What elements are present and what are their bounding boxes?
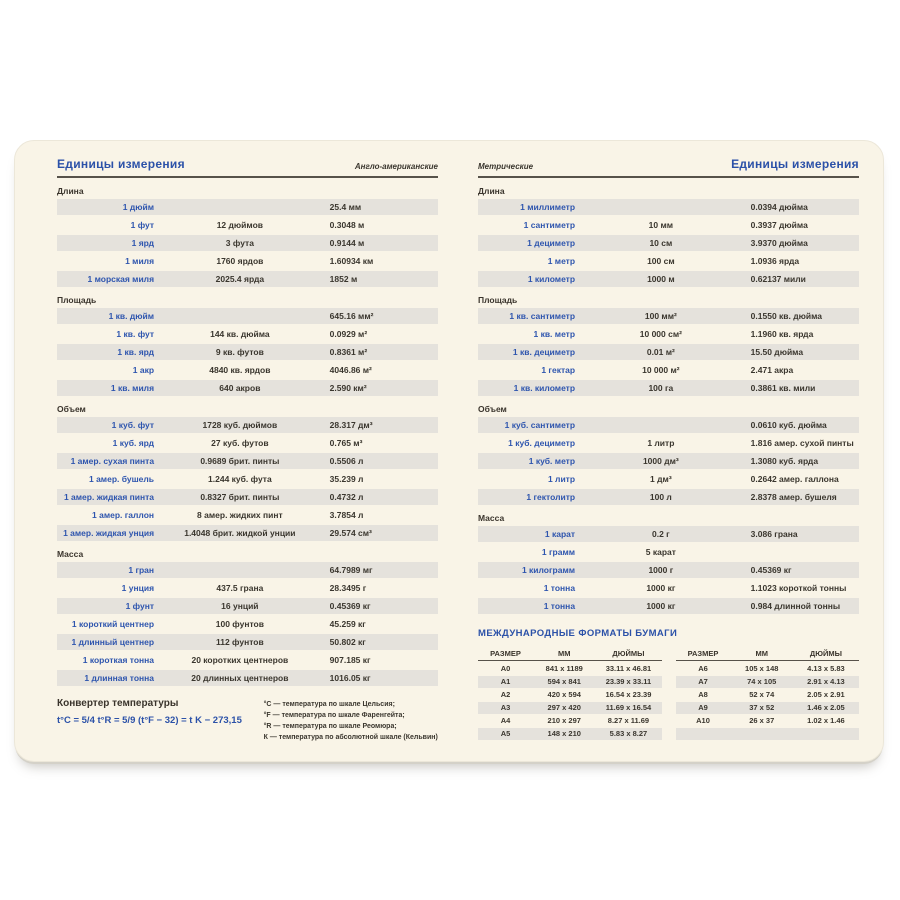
- paper-inches-cell: 8.27 x 11.69: [607, 716, 650, 726]
- equivalent-cell: 12 дюймов: [216, 220, 263, 230]
- paper-table-row: [478, 715, 662, 727]
- table-row: [57, 308, 438, 324]
- unit-cell: 1 сантиметр: [523, 220, 576, 230]
- table-row: [57, 362, 438, 378]
- unit-cell: 1 кв. ярд: [117, 347, 155, 357]
- value-cell: 0.45369 кг: [329, 601, 371, 611]
- value-cell: 1016.05 кг: [329, 673, 371, 683]
- value-cell: 0.8361 м²: [329, 347, 368, 357]
- equivalent-cell: 640 акров: [219, 383, 261, 393]
- paper-size-cell: A6: [698, 664, 708, 674]
- equivalent-cell: 2025.4 ярда: [215, 274, 265, 284]
- table-row: [478, 271, 859, 287]
- equivalent-cell: 1 дм³: [650, 474, 672, 484]
- paper-mm-cell: 148 x 210: [547, 729, 581, 739]
- value-cell: 28.3495 г: [329, 583, 367, 593]
- value-cell: 1.1023 короткой тонны: [750, 583, 847, 593]
- value-cell: 1.816 амер. сухой пинты: [750, 438, 854, 448]
- unit-cell: 1 куб. дециметр: [508, 438, 576, 448]
- table-row: [57, 580, 438, 596]
- paper-header-cell: РАЗМЕР: [490, 649, 521, 658]
- value-cell: 28.317 дм³: [329, 420, 373, 430]
- paper-table-row: [676, 676, 860, 688]
- unit-cell: 1 короткая тонна: [82, 655, 155, 665]
- section-title: Масса: [57, 549, 84, 559]
- paper-inches-cell: 2.05 x 2.91: [807, 690, 845, 700]
- table-row: [57, 326, 438, 342]
- left-page-sections: [57, 186, 438, 686]
- table-row: [57, 235, 438, 251]
- notebook-page-sheet: [14, 140, 884, 762]
- equivalent-cell: 100 л: [649, 492, 672, 502]
- unit-cell: 1 амер. жидкая пинта: [63, 492, 155, 502]
- table-row: [57, 489, 438, 505]
- equivalent-cell: 1000 кг: [646, 601, 676, 611]
- paper-inches-cell: 1.02 x 1.46: [807, 716, 845, 726]
- paper-size-cell: A9: [698, 703, 708, 713]
- section-title: Площадь: [478, 295, 518, 305]
- section-title: Длина: [478, 186, 505, 196]
- table-row: [478, 380, 859, 396]
- unit-cell: 1 кв. дюйм: [108, 311, 155, 321]
- unit-cell: 1 кв. дециметр: [512, 347, 576, 357]
- right-page-header: [478, 157, 859, 178]
- left-page: [57, 157, 438, 743]
- table-row: [478, 344, 859, 360]
- paper-size-cell: A0: [500, 664, 511, 674]
- paper-mm-cell: 37 x 52: [749, 703, 775, 713]
- paper-mm-cell: 210 x 297: [547, 716, 581, 726]
- table-row: [57, 435, 438, 451]
- value-cell: 15.50 дюйма: [750, 347, 804, 357]
- temperature-note: °F — температура по шкале Фаренгейта;: [263, 712, 405, 719]
- table-row: [57, 616, 438, 632]
- paper-mm-cell: 420 x 594: [547, 690, 581, 700]
- paper-table-row: [478, 689, 662, 701]
- temperature-converter-title: Конвертер температуры: [57, 698, 179, 709]
- value-cell: 1.60934 км: [329, 256, 374, 266]
- unit-cell: 1 кв. километр: [513, 383, 576, 393]
- equivalent-cell: 1000 дм³: [642, 456, 679, 466]
- unit-cell: 1 кв. метр: [533, 329, 576, 339]
- page-subtitle: Англо-американские: [354, 162, 438, 171]
- paper-header-cell: ДЮЙМЫ: [612, 649, 645, 658]
- paper-mm-cell: 26 x 37: [749, 716, 775, 726]
- paper-table-a0-a5: [478, 647, 662, 741]
- table-row: [478, 199, 859, 215]
- paper-mm-cell: 105 x 148: [745, 664, 779, 674]
- paper-table-header-row: [478, 647, 662, 661]
- paper-size-cell: A4: [500, 716, 511, 726]
- unit-cell: 1 куб. метр: [528, 456, 576, 466]
- value-cell: 50.802 кг: [329, 637, 366, 647]
- equivalent-cell: 8 амер. жидких пинт: [197, 510, 283, 520]
- value-cell: 45.259 кг: [329, 619, 366, 629]
- equivalent-cell: 10 см: [649, 238, 673, 248]
- equivalent-cell: 16 унций: [221, 601, 259, 611]
- paper-inches-cell: 11.69 x 16.54: [605, 703, 652, 713]
- paper-inches-cell: 23.39 x 33.11: [605, 677, 652, 687]
- equivalent-cell: 144 кв. дюйма: [210, 329, 270, 339]
- unit-cell: 1 амер. бушель: [88, 474, 155, 484]
- value-cell: 64.7989 мг: [329, 565, 373, 575]
- value-cell: 1.3080 куб. ярда: [750, 456, 819, 466]
- unit-cell: 1 амер. сухая пинта: [70, 456, 155, 466]
- value-cell: 0.3861 кв. мили: [750, 383, 816, 393]
- right-page-sections: [478, 186, 859, 614]
- value-cell: 0.3048 м: [329, 220, 365, 230]
- section-title: Масса: [478, 513, 505, 523]
- unit-cell: 1 фунт: [125, 601, 155, 611]
- paper-size-cell: A2: [500, 690, 511, 700]
- paper-table-row: [478, 663, 662, 675]
- unit-cell: 1 куб. фут: [111, 420, 155, 430]
- equivalent-cell: 0.2 г: [652, 529, 670, 539]
- unit-cell: 1 гектолитр: [526, 492, 576, 502]
- equivalent-cell: 112 фунтов: [215, 637, 264, 647]
- equivalent-cell: 1 литр: [647, 438, 675, 448]
- value-cell: 2.8378 амер. бушеля: [750, 492, 837, 502]
- paper-size-cell: A1: [500, 677, 511, 687]
- equivalent-cell: 1000 кг: [646, 583, 676, 593]
- paper-size-cell: A7: [698, 677, 708, 687]
- value-cell: 3.7854 л: [329, 510, 364, 520]
- paper-inches-cell: 5.83 x 8.27: [609, 729, 648, 739]
- unit-cell: 1 амер. жидкая унция: [63, 528, 155, 538]
- unit-cell: 1 унция: [121, 583, 155, 593]
- unit-cell: 1 акр: [132, 365, 155, 375]
- paper-mm-cell: 594 x 841: [547, 677, 581, 687]
- unit-cell: 1 грамм: [541, 547, 576, 557]
- paper-formats-tables: [478, 647, 859, 741]
- temperature-notes: [264, 698, 438, 743]
- value-cell: 1852 м: [329, 274, 358, 284]
- value-cell: 1.1960 кв. ярда: [750, 329, 814, 339]
- table-row: [57, 344, 438, 360]
- table-row: [478, 326, 859, 342]
- table-row: [57, 380, 438, 396]
- equivalent-cell: 437.5 грана: [216, 583, 264, 593]
- table-row: [478, 217, 859, 233]
- equivalent-cell: 1728 куб. дюймов: [202, 420, 278, 430]
- equivalent-cell: 0.01 м²: [646, 347, 675, 357]
- unit-cell: 1 дюйм: [122, 202, 155, 212]
- value-cell: 0.0610 куб. дюйма: [750, 420, 827, 430]
- unit-cell: 1 карат: [544, 529, 576, 539]
- unit-cell: 1 морская миля: [87, 274, 155, 284]
- paper-formats: [478, 628, 859, 741]
- unit-cell: 1 кв. сантиметр: [509, 311, 576, 321]
- unit-cell: 1 фут: [130, 220, 155, 230]
- equivalent-cell: 100 мм²: [644, 311, 677, 321]
- table-row: [57, 525, 438, 541]
- value-cell: 0.0394 дюйма: [750, 202, 808, 212]
- value-cell: 29.574 см³: [329, 528, 372, 538]
- table-row: [57, 670, 438, 686]
- page-subtitle: Метрические: [478, 162, 534, 171]
- paper-inches-cell: 1.46 x 2.05: [807, 703, 845, 713]
- equivalent-cell: 10 000 м²: [642, 365, 680, 375]
- unit-cell: 1 кв. миля: [110, 383, 155, 393]
- temperature-note: °C — температура по шкале Цельсия;: [263, 701, 395, 708]
- table-row: [57, 634, 438, 650]
- unit-cell: 1 килограмм: [521, 565, 576, 575]
- table-row: [478, 544, 859, 560]
- table-row: [57, 271, 438, 287]
- two-page-spread: [15, 141, 883, 743]
- paper-size-cell: A3: [500, 703, 511, 713]
- paper-mm-cell: 297 x 420: [547, 703, 581, 713]
- table-row: [478, 417, 859, 433]
- paper-inches-cell: 33.11 x 46.81: [605, 664, 652, 674]
- value-cell: 4046.86 м²: [329, 365, 372, 375]
- value-cell: 0.0929 м²: [329, 329, 368, 339]
- equivalent-cell: 1760 ярдов: [216, 256, 264, 266]
- unit-cell: 1 гран: [128, 565, 155, 575]
- table-row: [57, 598, 438, 614]
- table-row: [478, 435, 859, 451]
- table-row: [478, 235, 859, 251]
- equivalent-cell: 9 кв. футов: [215, 347, 264, 357]
- equivalent-cell: 0.8327 брит. пинты: [200, 492, 280, 502]
- right-page: [478, 157, 859, 743]
- paper-table-row: [478, 676, 662, 688]
- unit-cell: 1 литр: [547, 474, 576, 484]
- paper-mm-cell: 52 x 74: [749, 690, 775, 700]
- unit-cell: 1 кв. фут: [116, 329, 155, 339]
- unit-cell: 1 миллиметр: [520, 202, 576, 212]
- value-cell: 1.0936 ярда: [750, 256, 800, 266]
- page-title: Единицы измерения: [57, 157, 185, 171]
- paper-header-cell: ДЮЙМЫ: [809, 649, 842, 658]
- table-row: [478, 471, 859, 487]
- section-title: Объем: [478, 404, 507, 414]
- value-cell: 0.4732 л: [329, 492, 364, 502]
- unit-cell: 1 короткий центнер: [71, 619, 155, 629]
- table-row: [478, 526, 859, 542]
- page-title: Единицы измерения: [731, 157, 859, 171]
- paper-formats-title: МЕЖДУНАРОДНЫЕ ФОРМАТЫ БУМАГИ: [478, 628, 678, 639]
- paper-size-cell: A8: [698, 690, 708, 700]
- equivalent-cell: 20 длинных центнеров: [191, 673, 289, 683]
- table-row: [57, 253, 438, 269]
- unit-cell: 1 куб. сантиметр: [504, 420, 576, 430]
- value-cell: 3.9370 дюйма: [750, 238, 808, 248]
- table-row: [57, 471, 438, 487]
- unit-cell: 1 гектар: [541, 365, 576, 375]
- equivalent-cell: 3 фута: [225, 238, 254, 248]
- paper-table-row: [676, 689, 860, 701]
- paper-table-row: [478, 728, 662, 740]
- equivalent-cell: 10 000 см²: [639, 329, 682, 339]
- unit-cell: 1 ярд: [131, 238, 155, 248]
- value-cell: 0.45369 кг: [750, 565, 792, 575]
- table-row: [478, 562, 859, 578]
- table-row: [478, 489, 859, 505]
- unit-cell: 1 амер. галлон: [92, 510, 155, 520]
- value-cell: 3.086 грана: [750, 529, 798, 539]
- table-row: [478, 580, 859, 596]
- value-cell: 907.185 кг: [329, 655, 371, 665]
- equivalent-cell: 100 фунтов: [215, 619, 264, 629]
- paper-header-cell: ММ: [557, 649, 571, 658]
- unit-cell: 1 дециметр: [527, 238, 576, 248]
- equivalent-cell: 20 коротких центнеров: [191, 655, 289, 665]
- value-cell: 0.984 длинной тонны: [750, 601, 841, 611]
- paper-header-cell: РАЗМЕР: [687, 649, 719, 658]
- temperature-converter-left: [57, 698, 254, 743]
- equivalent-cell: 1.4048 брит. жидкой унции: [184, 528, 296, 538]
- table-row: [478, 598, 859, 614]
- table-row: [57, 507, 438, 523]
- value-cell: 0.2642 амер. галлона: [750, 474, 839, 484]
- value-cell: 2.590 км²: [329, 383, 367, 393]
- unit-cell: 1 тонна: [543, 583, 576, 593]
- table-row: [478, 453, 859, 469]
- equivalent-cell: 4840 кв. ярдов: [209, 365, 271, 375]
- table-row: [478, 253, 859, 269]
- unit-cell: 1 тонна: [543, 601, 576, 611]
- value-cell: 0.765 м³: [329, 438, 363, 448]
- value-cell: 2.471 акра: [750, 365, 794, 375]
- section-title: Длина: [57, 186, 84, 196]
- table-row: [57, 217, 438, 233]
- value-cell: 0.1550 кв. дюйма: [750, 311, 823, 321]
- unit-cell: 1 длинная тонна: [84, 673, 155, 683]
- value-cell: 0.62137 мили: [750, 274, 806, 284]
- temperature-formula: t°C = 5/4 t°R = 5/9 (t°F − 32) = t K − 273,15: [57, 715, 242, 726]
- paper-inches-cell: 16.54 x 23.39: [605, 690, 652, 700]
- equivalent-cell: 5 карат: [645, 547, 676, 557]
- paper-table-row: [676, 715, 860, 727]
- paper-table-row: [676, 728, 860, 740]
- table-row: [478, 308, 859, 324]
- paper-size-cell: A5: [500, 729, 511, 739]
- paper-mm-cell: 74 x 105: [747, 677, 777, 687]
- unit-cell: 1 длинный центнер: [71, 637, 155, 647]
- temperature-note: °R — температура по шкале Реомюра;: [263, 723, 397, 730]
- table-row: [57, 652, 438, 668]
- equivalent-cell: 100 см: [647, 256, 675, 266]
- paper-header-cell: ММ: [755, 649, 768, 658]
- section-title: Объем: [57, 404, 86, 414]
- value-cell: 645.16 мм²: [329, 311, 374, 321]
- table-row: [57, 199, 438, 215]
- table-row: [57, 453, 438, 469]
- paper-table-row: [676, 663, 860, 675]
- unit-cell: 1 километр: [527, 274, 576, 284]
- section-title: Площадь: [57, 295, 97, 305]
- unit-cell: 1 метр: [547, 256, 576, 266]
- value-cell: 0.9144 м: [329, 238, 365, 248]
- paper-table-row: [478, 702, 662, 714]
- paper-inches-cell: 2.91 x 4.13: [807, 677, 845, 687]
- unit-cell: 1 миля: [125, 256, 155, 266]
- equivalent-cell: 100 га: [648, 383, 674, 393]
- value-cell: 0.5506 л: [329, 456, 364, 466]
- value-cell: 25.4 мм: [329, 202, 362, 212]
- unit-cell: 1 куб. ярд: [112, 438, 155, 448]
- paper-table-header-row: [676, 647, 860, 661]
- paper-inches-cell: 4.13 x 5.83: [807, 664, 845, 674]
- table-row: [57, 562, 438, 578]
- left-page-header: [57, 157, 438, 178]
- equivalent-cell: 10 мм: [648, 220, 674, 230]
- equivalent-cell: 1.244 куб. фута: [208, 474, 272, 484]
- table-row: [57, 417, 438, 433]
- equivalent-cell: 0.9689 брит. пинты: [200, 456, 280, 466]
- paper-table-row: [676, 702, 860, 714]
- equivalent-cell: 1000 г: [648, 565, 674, 575]
- table-row: [478, 362, 859, 378]
- paper-mm-cell: 841 x 1189: [545, 664, 583, 674]
- equivalent-cell: 27 куб. футов: [211, 438, 269, 448]
- temperature-converter: [57, 698, 438, 743]
- paper-size-cell: A10: [696, 716, 710, 726]
- equivalent-cell: 1000 м: [647, 274, 675, 284]
- value-cell: 0.3937 дюйма: [750, 220, 808, 230]
- paper-table-a6-a10: [676, 647, 860, 741]
- value-cell: 35.239 л: [329, 474, 364, 484]
- temperature-note: К — температура по абсолютной шкале (Кельвин): [263, 734, 438, 741]
